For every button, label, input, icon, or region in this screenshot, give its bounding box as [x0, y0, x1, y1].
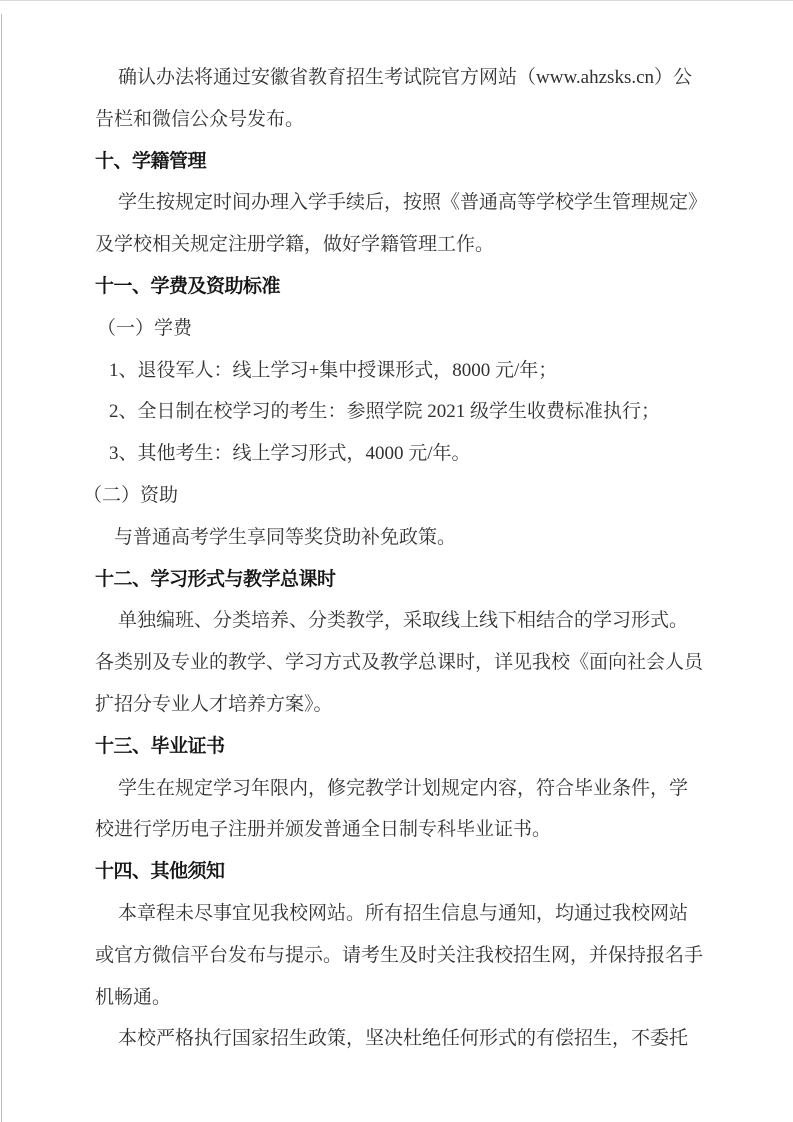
paragraph-line: 告栏和微信公众号发布。 [95, 108, 305, 130]
section-heading-14: 十四、其他须知 [95, 861, 225, 883]
scan-edge-left-line [1, 14, 2, 1122]
section-heading-10: 十、学籍管理 [95, 150, 207, 172]
paragraph-line: 各类别及专业的教学、学习方式及教学总课时，详见我校《面向社会人员 [95, 652, 704, 674]
paragraph-line: 或官方微信平台发布与提示。请考生及时关注我校招生网，并保持报名手 [95, 944, 704, 966]
section-heading-11: 十一、学费及资助标准 [95, 275, 281, 297]
paragraph-line: 本章程未尽事宜见我校网站。所有招生信息与通知，均通过我校网站 [118, 902, 689, 924]
document-content [83, 57, 715, 1060]
paragraph-line: 校进行学历电子注册并颁发普通全日制专科毕业证书。 [95, 819, 552, 841]
paragraph-line: 本校严格执行国家招生政策，坚决杜绝任何形式的有偿招生，不委托 [118, 1028, 689, 1050]
paragraph-line: 学生按规定时间办理入学手续后，按照《普通高等学校学生管理规定》 [118, 192, 708, 214]
numbered-item-2: 2、全日制在校学习的考生：参照学院 2021 级学生收费标准执行； [109, 401, 661, 423]
paragraph-line: 及学校相关规定注册学籍，做好学籍管理工作。 [95, 234, 495, 256]
numbered-item-1: 1、退役军人：线上学习+集中授课形式，8000 元/年； [109, 359, 558, 381]
sub-heading-aid: （二）资助 [83, 484, 179, 506]
sub-heading-tuition: （一）学费 [97, 317, 193, 339]
paragraph-line: 机畅通。 [95, 986, 172, 1008]
scan-edge-top-line [0, 0, 793, 1]
paragraph-line: 学生在规定学习年限内，修完教学计划规定内容，符合毕业条件，学 [118, 777, 689, 799]
paragraph-line: 与普通高考学生享同等奖贷助补免政策。 [114, 526, 457, 548]
paragraph-line: 单独编班、分类培养、分类教学，采取线上线下相结合的学习形式。 [118, 610, 689, 632]
paragraph-line: 确认办法将通过安徽省教育招生考试院官方网站（www.ahzsks.cn）公 [118, 67, 693, 88]
paragraph-line: 扩招分专业人才培养方案》。 [95, 693, 333, 715]
numbered-item-3: 3、其他考生：线上学习形式，4000 元/年。 [109, 443, 471, 465]
section-heading-13: 十三、毕业证书 [95, 735, 225, 757]
section-heading-12: 十二、学习形式与教学总课时 [95, 568, 336, 590]
